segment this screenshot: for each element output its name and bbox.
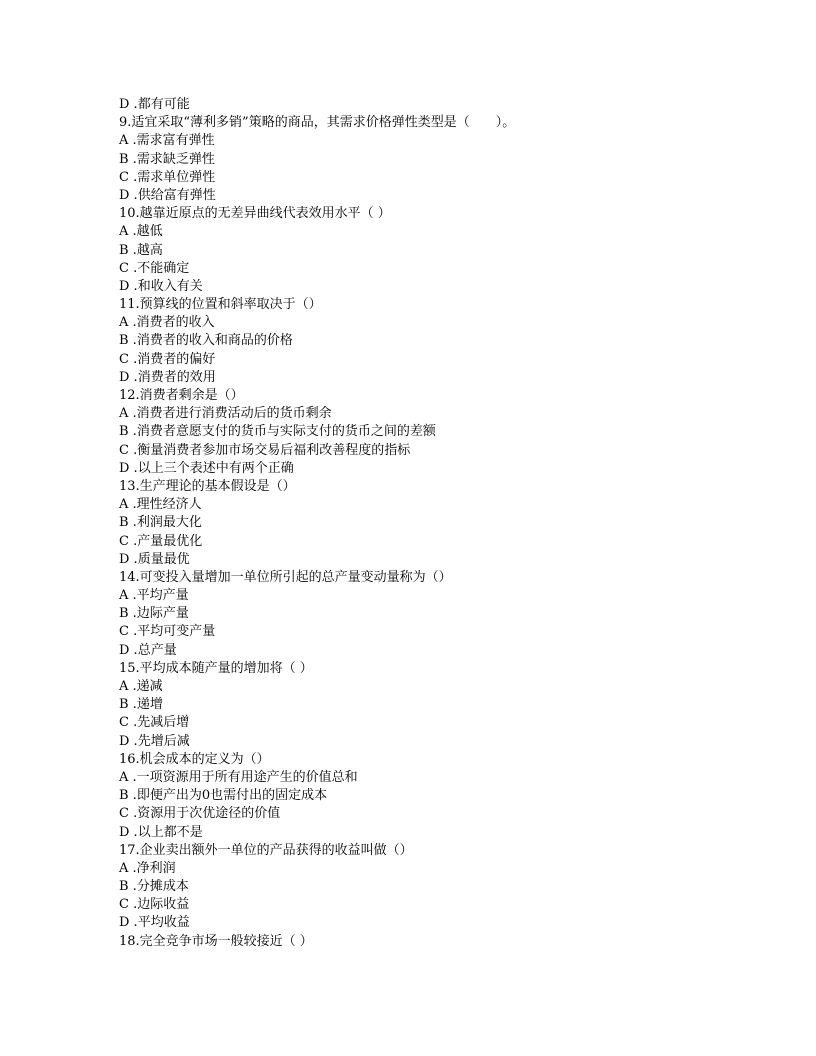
question-12-option-a: A .消费者进行消费活动后的货币剩余 — [119, 406, 332, 422]
question-11: 11.预算线的位置和斜率取决于（） — [119, 297, 322, 313]
question-12-option-c: C .衡量消费者参加市场交易后福利改善程度的指标 — [119, 442, 411, 458]
question-9-option-c: C .需求单位弹性 — [119, 169, 216, 185]
question-14-option-c: C .平均可变产量 — [119, 624, 216, 640]
question-17-option-c: C .边际收益 — [119, 897, 190, 913]
question-11-option-c: C .消费者的偏好 — [119, 351, 216, 367]
question-11-option-d: D .消费者的效用 — [119, 369, 216, 385]
question-11-option-a: A .消费者的收入 — [119, 315, 215, 331]
question-15-option-d: D .先增后减 — [119, 733, 190, 749]
question-14-option-b: B .边际产量 — [119, 606, 189, 622]
question-10-option-d: D .和收入有关 — [119, 278, 203, 294]
question-15-option-c: C .先减后增 — [119, 715, 190, 731]
text-line-option-d: D .都有可能 — [119, 97, 190, 112]
question-9-option-a: A .需求富有弹性 — [119, 133, 215, 149]
question-16-option-a: A .一项资源用于所有用途产生的价值总和 — [119, 769, 358, 785]
question-15-option-a: A .递减 — [119, 679, 163, 694]
question-17-option-a: A .净利润 — [119, 860, 176, 876]
question-15: 15.平均成本随产量的增加将（ ） — [119, 660, 313, 676]
question-12-option-d: D .以上三个表述中有两个正确 — [119, 460, 294, 476]
question-13-option-c: C .产量最优化 — [119, 533, 203, 549]
question-13-option-b: B .利润最大化 — [119, 515, 202, 531]
question-13: 13.生产理论的基本假设是（） — [119, 478, 296, 494]
question-10-option-a: A .越低 — [119, 224, 163, 240]
question-11-option-b: B .消费者的收入和商品的价格 — [119, 333, 293, 349]
question-10: 10.越靠近原点的无差异曲线代表效用水平（ ） — [119, 206, 391, 222]
question-14-option-a: A .平均产量 — [119, 588, 189, 604]
question-16: 16.机会成本的定义为（） — [119, 751, 270, 767]
question-16-option-c: C .资源用于次优途径的价值 — [119, 806, 281, 822]
question-14-option-d: D .总产量 — [119, 642, 177, 658]
question-14: 14.可变投入量增加一单位所引起的总产量变动量称为（） — [119, 569, 452, 585]
question-15-option-b: B .递增 — [119, 697, 163, 713]
question-18: 18.完全竞争市场一般较接近（ ） — [119, 933, 313, 949]
question-10-option-b: B .越高 — [119, 242, 163, 258]
question-10-option-c: C .不能确定 — [119, 260, 190, 276]
question-16-option-b: B .即便产出为0也需付出的固定成本 — [119, 788, 328, 804]
question-16-option-d: D .以上都不是 — [119, 824, 203, 840]
question-9-option-b: B .需求缺乏弹性 — [119, 151, 215, 167]
question-9-option-d: D .供给富有弹性 — [119, 187, 216, 203]
document-page — [119, 96, 719, 951]
question-17-option-d: D .平均收益 — [119, 915, 190, 931]
question-9: 9.适宜采取“薄利多销”策略的商品，其需求价格弹性类型是（ ）。 — [119, 115, 516, 131]
question-13-option-d: D .质量最优 — [119, 551, 190, 567]
question-12: 12.消费者剩余是（） — [119, 388, 244, 403]
question-13-option-a: A .理性经济人 — [119, 497, 202, 513]
question-17-option-b: B .分摊成本 — [119, 879, 189, 895]
question-12-option-b: B .消费者意愿支付的货币与实际支付的货币之间的差额 — [119, 424, 436, 440]
question-17: 17.企业卖出额外一单位的产品获得的收益叫做（） — [119, 842, 413, 858]
